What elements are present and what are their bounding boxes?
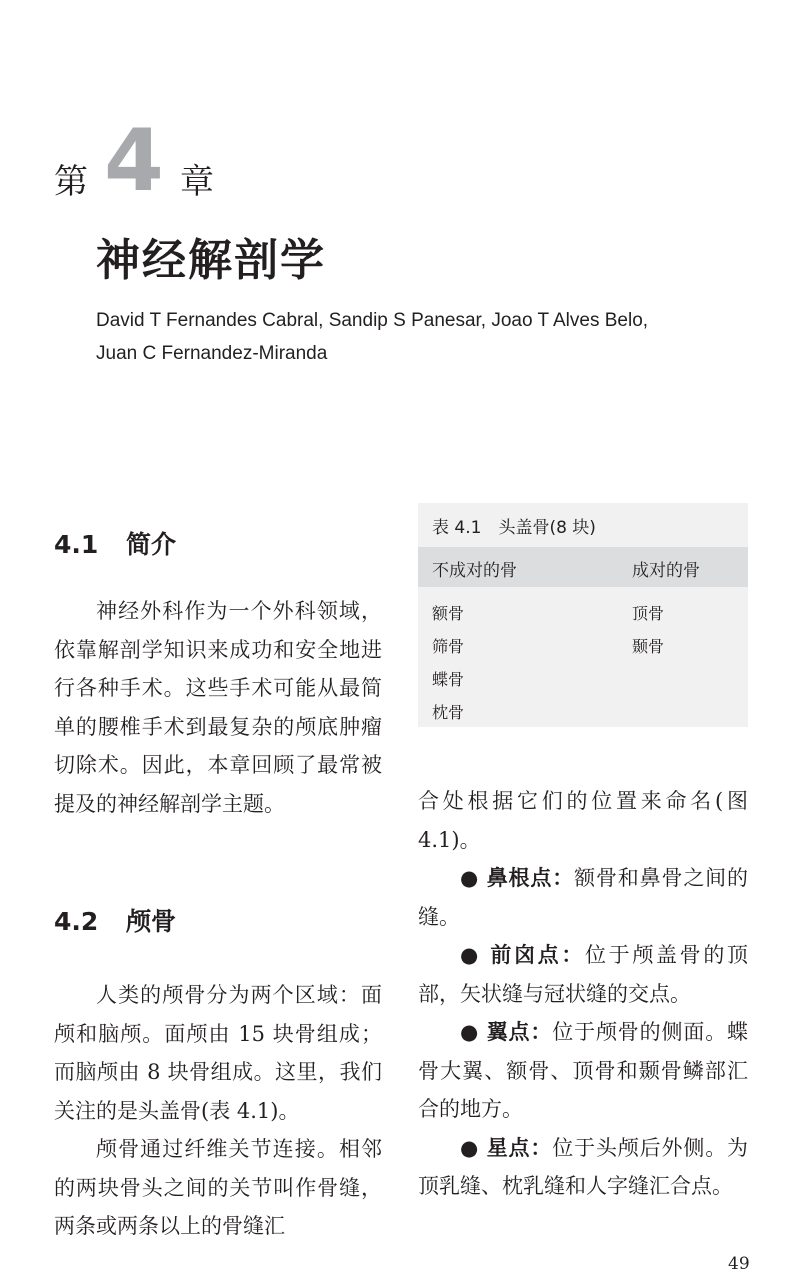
intro-paragraph: 神经外科作为一个外科领域，依靠解剖学知识来成功和安全地进行各种手术。这些手术可能从最简单的腰椎手术到最复杂的颅底肿瘤切除术。因此，本章回顾了最常被提及的神经解剖学主题。 bbox=[54, 599, 382, 816]
right-column-text bbox=[418, 782, 748, 1206]
section-heading-intro bbox=[54, 525, 176, 561]
authors bbox=[96, 304, 736, 370]
page-number: 49 bbox=[728, 1254, 750, 1274]
bullet-term: 前囟点 bbox=[490, 943, 562, 967]
paired-bones-column bbox=[632, 597, 664, 663]
section-title: 简介 bbox=[126, 530, 177, 559]
section-number: 4.2 bbox=[54, 907, 99, 936]
table-cell: 颞骨 bbox=[632, 637, 665, 656]
bullet-item: ● 前囟点：位于颅盖骨的顶部，矢状缝与冠状缝的交点。 bbox=[418, 943, 749, 1006]
chapter-suffix: 章 bbox=[180, 162, 214, 202]
table-header-paired: 成对的骨 bbox=[632, 561, 700, 581]
section-number: 4.1 bbox=[54, 530, 99, 559]
table-cell: 枕骨 bbox=[432, 703, 465, 722]
chapter-prefix: 第 bbox=[54, 162, 88, 202]
table-cell: 筛骨 bbox=[432, 637, 465, 656]
chapter-number: 4 bbox=[104, 111, 164, 211]
bullet-text: 位于头颅后外侧。为顶乳缝、枕乳缝和人字缝汇合点。 bbox=[418, 1135, 749, 1198]
continuation-paragraph: 合处根据它们的位置来命名(图 4.1)。 bbox=[418, 789, 748, 852]
table-header bbox=[418, 547, 748, 587]
authors-line-2: Juan C Fernandez-Miranda bbox=[96, 343, 328, 364]
bullet-term: 星点 bbox=[486, 1135, 531, 1160]
bone-table bbox=[418, 503, 748, 727]
unpaired-bones-column bbox=[432, 597, 464, 729]
table-caption: 表 4.1 头盖骨(8 块) bbox=[432, 518, 596, 538]
bullet-text: 位于颅盖骨的顶部，矢状缝与冠状缝的交点。 bbox=[418, 943, 749, 1006]
skull-paragraph-1: 人类的颅骨分为两个区域：面颅和脑颅。面颅由 15 块骨组成；而脑颅由 8 块骨组成。这里，我们关注的是头盖骨(表 4.1)。 bbox=[54, 983, 382, 1123]
table-header-unpaired: 不成对的骨 bbox=[432, 561, 517, 581]
authors-line-1: David T Fernandes Cabral, Sandip S Panesar, Joao T Alves Belo, bbox=[96, 310, 649, 331]
bullet-item: ● 鼻根点：额骨和鼻骨之间的缝。 bbox=[418, 866, 749, 929]
table-cell: 额骨 bbox=[432, 604, 465, 623]
bullet-item: ● 星点：位于头颅后外侧。为顶乳缝、枕乳缝和人字缝汇合点。 bbox=[418, 1135, 749, 1198]
skull-paragraph-2: 颅骨通过纤维关节连接。相邻的两块骨头之间的关节叫作骨缝，两条或两条以上的骨缝汇 bbox=[54, 1137, 382, 1238]
bullet-text: 位于颅骨的侧面。蝶骨大翼、额骨、顶骨和颞骨鳞部汇合的地方。 bbox=[418, 1020, 749, 1121]
table-cell: 顶骨 bbox=[632, 604, 665, 623]
bullet-term: 翼点 bbox=[486, 1020, 531, 1044]
section-title: 颅骨 bbox=[126, 907, 177, 936]
bullet-term: 鼻根点 bbox=[486, 866, 553, 890]
chapter-title: 神经解剖学 bbox=[96, 235, 326, 286]
section-heading-skull bbox=[54, 902, 176, 938]
bullet-item: ● 翼点：位于颅骨的侧面。蝶骨大翼、额骨、顶骨和颞骨鳞部汇合的地方。 bbox=[418, 1020, 749, 1121]
bullet-text: 额骨和鼻骨之间的缝。 bbox=[418, 866, 749, 929]
table-cell: 蝶骨 bbox=[432, 670, 465, 689]
